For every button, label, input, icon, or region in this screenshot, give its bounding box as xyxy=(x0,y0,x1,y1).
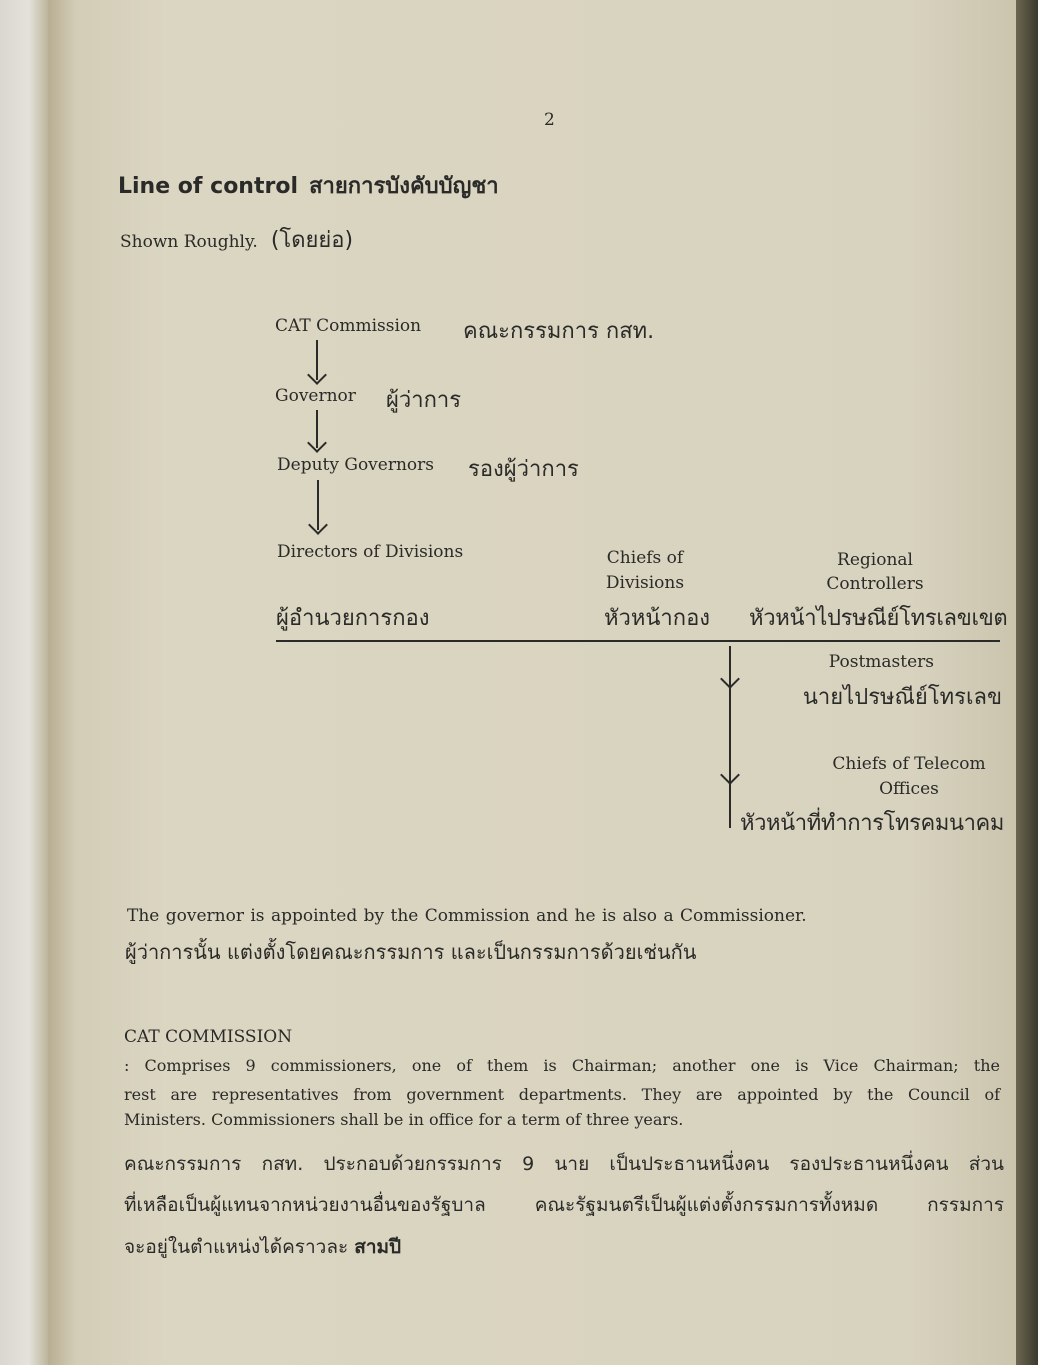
governor-note-en: The governor is appointed by the Commission and he is also a Commissioner. xyxy=(127,906,807,926)
heading-th: สายการบังคับบัญชา xyxy=(309,174,499,199)
governor-note-th: ผู้ว่าการนั้น แต่งตั้งโดยคณะกรรมการ และเป็นกรรมการด้วยเช่นกัน xyxy=(125,940,697,964)
cat-commission-en: CAT Commission xyxy=(275,316,422,336)
governor-th: ผู้ว่าการ xyxy=(386,388,462,413)
cat-section-en-line2: rest are representatives from government departments. They are appointed by the Council of xyxy=(124,1085,1000,1104)
postmasters-th: นายไปรษณีย์โทรเลข xyxy=(802,685,1002,710)
cat-section-th-line3: จะอยู่ในตำแหน่งได้คราวละ สามปี xyxy=(124,1236,402,1258)
regional-controllers-th: หัวหน้าไปรษณีย์โทรเลขเขต xyxy=(749,606,1008,631)
cat-section-title: CAT COMMISSION xyxy=(124,1027,293,1047)
cat-commission-th: คณะกรรมการ กสท. xyxy=(463,319,655,344)
cat-section-th-line1: คณะกรรมการ กสท. ประกอบด้วยกรรมการ 9 นาย เป็นประธานหนึ่งคน รองประธานหนึ่งคน ส่วน xyxy=(124,1153,1004,1175)
paper-edge-left xyxy=(0,0,48,1365)
governor-en: Governor xyxy=(275,386,356,406)
postmasters-en: Postmasters xyxy=(828,652,934,672)
heading-en: Line of control xyxy=(118,174,298,199)
deputy-governors-th: รองผู้ว่าการ xyxy=(468,457,579,482)
cat-section-en-line3: Ministers. Commissioners shall be in office for a term of three years. xyxy=(124,1110,684,1129)
chiefs-divisions-en: Chiefs of Divisions xyxy=(605,548,685,593)
deputy-governors-en: Deputy Governors xyxy=(277,455,435,475)
page-number: 2 xyxy=(544,110,555,130)
regional-controllers-en: Regional Controllers xyxy=(826,550,924,594)
subheading xyxy=(120,222,353,257)
paper-edge-right xyxy=(1016,0,1038,1365)
divisions-rule xyxy=(276,640,1000,642)
subheading-th: (โดยย่อ) xyxy=(270,228,354,253)
subheading-en: Shown Roughly. xyxy=(120,232,258,252)
chiefs-divisions-th: หัวหน้ากอง xyxy=(604,606,711,631)
chiefs-telecom-en: Chiefs of Telecom Offices xyxy=(832,754,986,799)
cat-section-th-line2: ที่เหลือเป็นผู้แทนจากหน่วยงานอื่นของรัฐบาล คณะรัฐมนตรีเป็นผู้แต่งตั้งกรรมการทั้งหมด กรรมการ xyxy=(124,1194,1004,1216)
directors-en: Directors of Divisions xyxy=(277,542,464,562)
chiefs-telecom-th: หัวหน้าที่ทำการโทรคมนาคม xyxy=(740,811,1004,836)
cat-section-en-line1: : Comprises 9 commissioners, one of them is Chairman; another one is Vice Chairman; the xyxy=(124,1056,1000,1075)
directors-th: ผู้อำนวยการกอง xyxy=(276,606,430,631)
heading xyxy=(118,168,499,203)
term-emphasis: สามปี xyxy=(354,1236,402,1258)
